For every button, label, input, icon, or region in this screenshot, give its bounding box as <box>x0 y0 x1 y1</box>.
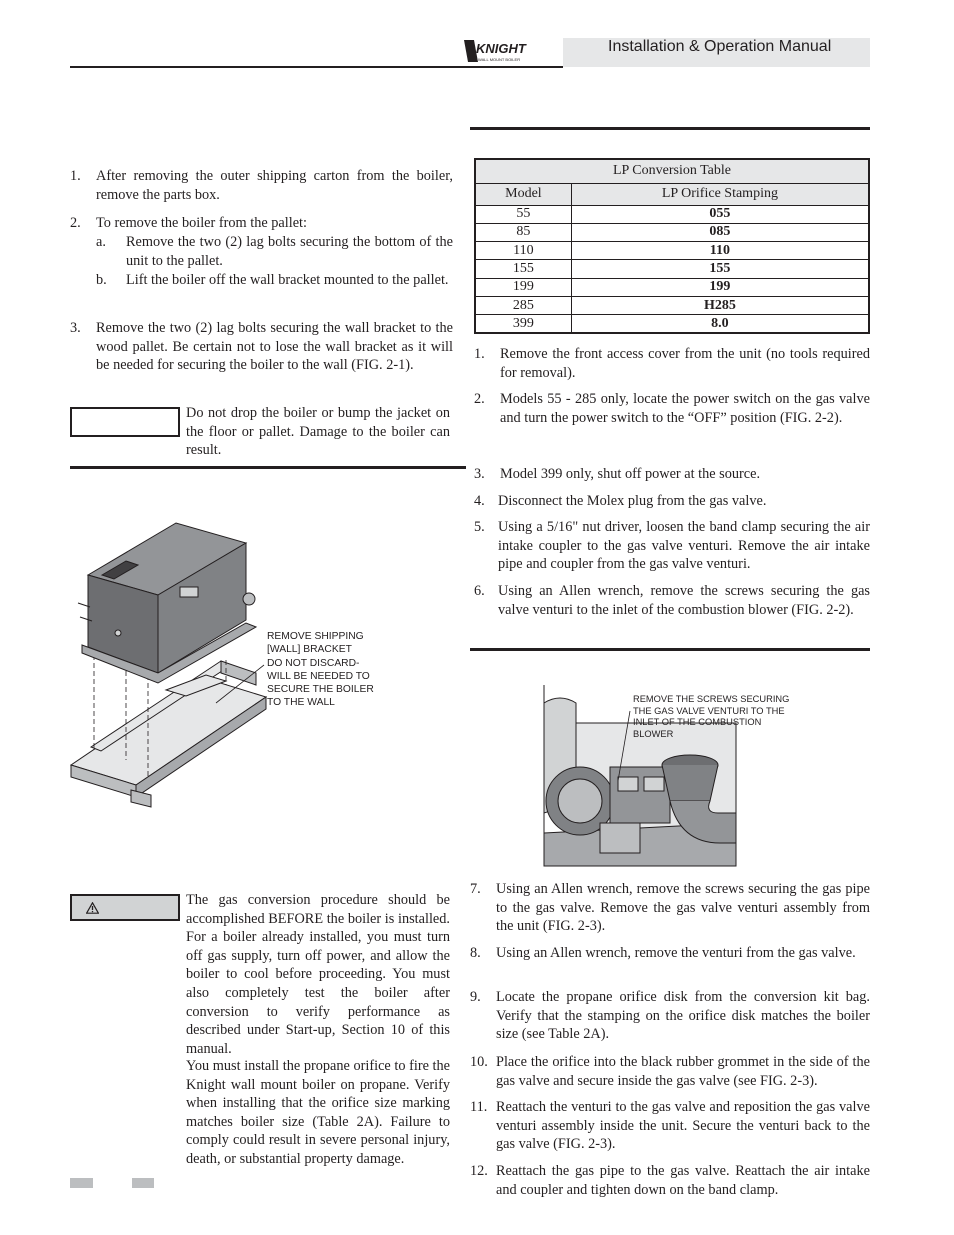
lp-conversion-table <box>474 158 870 334</box>
table-caption: LP Conversion Table <box>475 159 869 183</box>
table-row: 110 110 <box>475 242 869 260</box>
header-rule <box>70 66 563 68</box>
figure-boiler-on-pallet <box>66 515 271 813</box>
right-top-rule <box>470 127 870 130</box>
figure-2-1-callout: REMOVE SHIPPING [WALL] BRACKET DO NOT DISCARD- WILL BE NEEDED TO SECURE THE BOILER TO THE WALL <box>267 631 374 709</box>
left-section-rule <box>70 466 466 469</box>
table-row: 155 155 <box>475 260 869 278</box>
logo-wordmark: KNIGHT <box>476 41 526 56</box>
table-row: 55 055 <box>475 205 869 223</box>
warning-triangle-icon <box>86 902 99 914</box>
table-row: 85 085 <box>475 223 869 241</box>
header-model: Model <box>475 183 571 205</box>
table-row: 399 8.0 <box>475 315 869 333</box>
logo-subtitle: WALL MOUNT BOILER <box>478 57 521 62</box>
notice-box <box>70 407 180 437</box>
pallet-illustration <box>71 661 266 807</box>
table-caption-row <box>475 159 869 183</box>
footer-bar-left <box>70 1178 93 1188</box>
header-orifice-stamping: LP Orifice Stamping <box>571 183 869 205</box>
table-row: 199 199 <box>475 278 869 296</box>
warning-box <box>70 894 180 921</box>
figure-2-2-callout: REMOVE THE SCREWS SECURING THE GAS VALVE VENTURI TO THE INLET OF THE COMBUSTION BLOWER <box>633 694 790 739</box>
knight-logo <box>462 36 538 66</box>
right-section-rule <box>470 648 870 651</box>
table-row: 285 H285 <box>475 296 869 314</box>
boiler-jacket-illustration <box>78 523 256 683</box>
footer-bar-right <box>132 1178 154 1188</box>
table-header-row <box>475 183 869 205</box>
manual-title: Installation & Operation Manual <box>608 38 832 55</box>
